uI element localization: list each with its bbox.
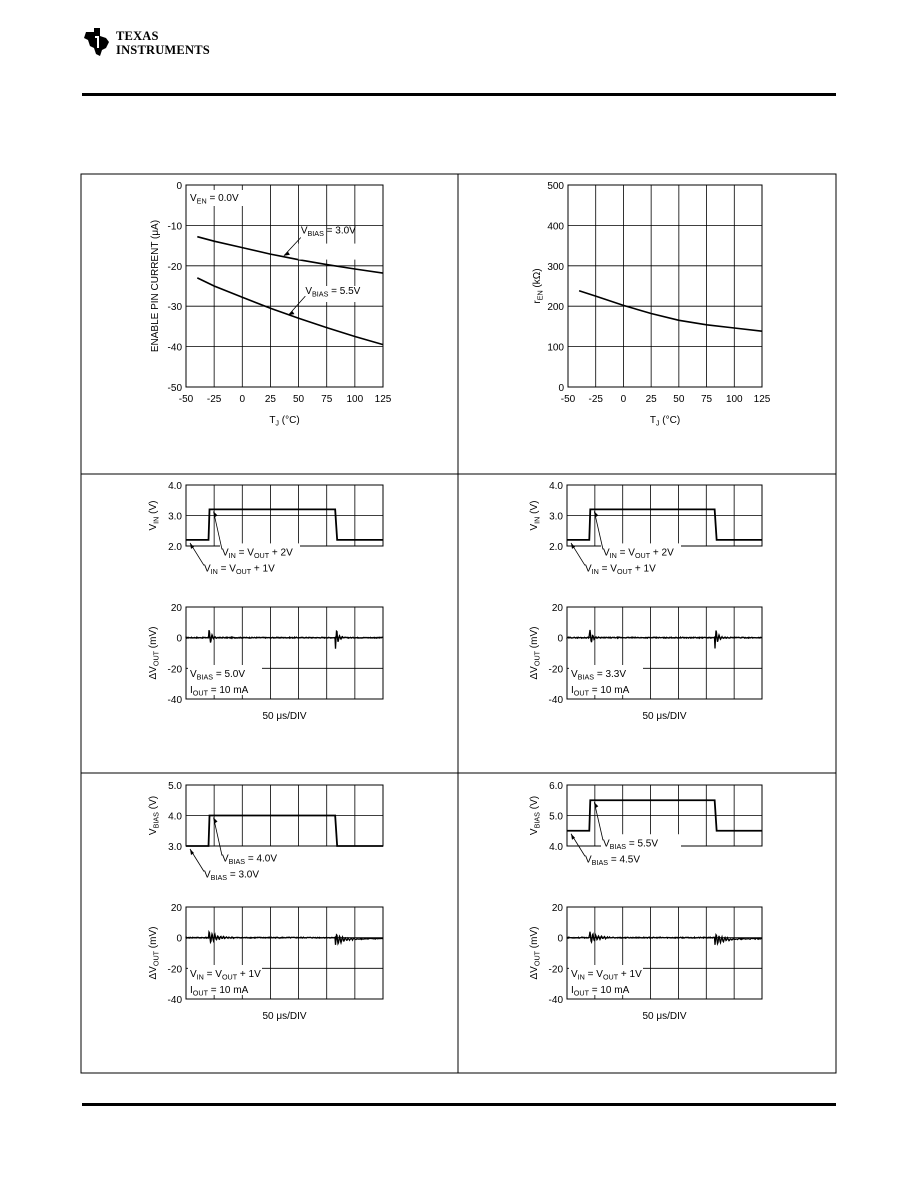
y-tick-label: 4.0 xyxy=(549,481,563,492)
x-tick-label: 0 xyxy=(620,394,627,405)
annotation-condition-1: $V_{BIAS} = 3.3V$ xyxy=(571,669,627,682)
y-tick-label: -20 xyxy=(548,664,563,676)
x-tick-label: 125 xyxy=(753,394,771,405)
annotation-leader xyxy=(288,296,305,315)
x-axis-label: 50 μs/DIV xyxy=(262,711,307,722)
x-tick-label: -50 xyxy=(178,394,194,405)
y-tick-label: 0 xyxy=(176,933,182,945)
annotation-low-level: $V_{IN} = V_{OUT} + 1V$ xyxy=(585,563,656,576)
y-tick-label: 4.0 xyxy=(168,811,182,823)
output-deviation-trace xyxy=(567,630,762,649)
annotation-condition-1: $V_{IN} = V_{OUT} + 1V$ xyxy=(190,969,261,982)
y-tick-label: -20 xyxy=(167,964,182,976)
y-axis-label: $r_{EN}$ (kΩ) xyxy=(532,268,545,304)
x-axis-label: 50 μs/DIV xyxy=(262,1011,307,1022)
annotation-high-level: $V_{BIAS} = 5.5V$ xyxy=(603,838,659,851)
top-y-axis-label: $V_{IN}$ (V) xyxy=(148,500,161,531)
line-transient-chart-vbias-5v xyxy=(148,481,383,722)
x-tick-label: 75 xyxy=(321,394,333,405)
y-tick-label: -40 xyxy=(167,695,182,706)
y-tick-label: -20 xyxy=(167,664,182,676)
y-tick-label: 3.0 xyxy=(549,511,563,523)
output-deviation-trace xyxy=(186,630,383,649)
y-tick-label: -10 xyxy=(167,221,182,233)
y-tick-label: 2.0 xyxy=(549,542,563,553)
annotation-condition-1: $V_{IN} = V_{OUT} + 1V$ xyxy=(571,969,642,982)
x-tick-label: -25 xyxy=(206,394,222,405)
annotation-low-level: $V_{BIAS} = 4.5V$ xyxy=(585,854,641,867)
bottom-y-axis-label: $\Delta V_{OUT}$ (mV) xyxy=(148,926,161,980)
bottom-y-axis-label: $\Delta V_{OUT}$ (mV) xyxy=(148,626,161,680)
enable-pin-current-chart xyxy=(150,181,392,428)
ren-resistance-chart xyxy=(532,181,771,428)
annotation-condition-2: $I_{OUT} = 10$ mA xyxy=(190,685,249,698)
x-tick-label: 50 xyxy=(293,394,305,405)
vbias-transient-chart-3v-4v xyxy=(148,781,383,1022)
top-y-axis-label: $V_{BIAS}$ (V) xyxy=(148,795,161,836)
annotation-high-level: $V_{BIAS} = 4.0V$ xyxy=(222,853,278,866)
y-tick-label: 6.0 xyxy=(549,781,563,792)
y-tick-label: 0 xyxy=(557,933,563,945)
annotation-condition-2: $I_{OUT} = 10$ mA xyxy=(571,685,630,698)
output-deviation-trace xyxy=(186,932,383,945)
annotation-low-level: $V_{BIAS} = 3.0V$ xyxy=(204,869,260,882)
x-tick-label: 100 xyxy=(346,394,364,405)
x-axis-label: 50 μs/DIV xyxy=(642,711,687,722)
y-tick-label: 20 xyxy=(170,903,182,914)
bottom-y-axis-label: $\Delta V_{OUT}$ (mV) xyxy=(529,926,542,980)
y-tick-label: 3.0 xyxy=(168,511,182,523)
x-tick-label: 25 xyxy=(264,394,276,405)
y-tick-label: 500 xyxy=(547,181,564,192)
y-axis-label: ENABLE PIN CURRENT (μA) xyxy=(150,219,161,353)
y-tick-label: 0 xyxy=(557,633,563,645)
plot-area xyxy=(568,185,762,387)
output-deviation-trace xyxy=(567,932,762,945)
logo-text-line1: TEXAS xyxy=(116,29,159,43)
y-tick-label: 20 xyxy=(551,903,563,914)
y-tick-label: 20 xyxy=(551,603,563,614)
x-tick-label: 0 xyxy=(239,394,246,405)
y-tick-label: -40 xyxy=(548,695,563,706)
annotation-high-level: $V_{IN} = V_{OUT} + 2V$ xyxy=(603,547,674,560)
y-tick-label: 2.0 xyxy=(168,542,182,553)
y-tick-label: -30 xyxy=(167,302,182,314)
y-tick-label: 200 xyxy=(547,302,564,314)
y-tick-label: 300 xyxy=(547,261,564,273)
y-tick-label: -40 xyxy=(167,342,182,354)
x-axis-label: $T_J$ (°C) xyxy=(269,415,300,428)
bottom-y-axis-label: $\Delta V_{OUT}$ (mV) xyxy=(529,626,542,680)
x-tick-label: 25 xyxy=(645,394,657,405)
footer-rule xyxy=(82,1103,836,1106)
y-tick-label: 0 xyxy=(176,181,182,192)
line-transient-chart-vbias-3v3 xyxy=(529,481,762,722)
annotation-condition-2: $I_{OUT} = 10$ mA xyxy=(190,985,249,998)
x-tick-label: 50 xyxy=(673,394,685,405)
vbias-transient-chart-4v5-5v5 xyxy=(529,781,762,1022)
y-tick-label: 5.0 xyxy=(168,781,182,792)
y-tick-label: 5.0 xyxy=(549,811,563,823)
annotation-condition-2: $I_{OUT} = 10$ mA xyxy=(571,985,630,998)
annotation-vbias-5v5: $V_{BIAS} = 5.5V$ xyxy=(305,286,361,299)
y-tick-label: 3.0 xyxy=(168,842,182,853)
y-tick-label: -50 xyxy=(167,383,182,394)
x-tick-label: 125 xyxy=(374,394,392,405)
y-tick-label: 100 xyxy=(547,342,564,354)
x-tick-label: 100 xyxy=(725,394,743,405)
annotation-ven: $V_{EN} = 0.0V$ xyxy=(190,193,239,206)
logo-text-line2: INSTRUMENTS xyxy=(116,43,210,57)
annotation-low-level: $V_{IN} = V_{OUT} + 1V$ xyxy=(204,563,275,576)
y-tick-label: -20 xyxy=(548,964,563,976)
annotation-high-level: $V_{IN} = V_{OUT} + 2V$ xyxy=(222,547,293,560)
x-axis-label: 50 μs/DIV xyxy=(642,1011,687,1022)
annotation-vbias-3v: $V_{BIAS} = 3.0V$ xyxy=(300,225,356,238)
y-tick-label: 4.0 xyxy=(549,842,563,853)
y-tick-label: 20 xyxy=(170,603,182,614)
y-tick-label: 4.0 xyxy=(168,481,182,492)
x-axis-label: $T_J$ (°C) xyxy=(649,415,681,428)
x-tick-label: -50 xyxy=(560,394,576,405)
y-tick-label: 400 xyxy=(547,221,564,233)
x-tick-label: 75 xyxy=(701,394,713,405)
y-tick-label: -20 xyxy=(167,261,182,273)
y-tick-label: 0 xyxy=(558,383,564,394)
x-tick-label: -25 xyxy=(588,394,603,405)
y-tick-label: 0 xyxy=(176,633,182,645)
top-y-axis-label: $V_{IN}$ (V) xyxy=(529,500,542,531)
annotation-condition-1: $V_{BIAS} = 5.0V$ xyxy=(190,669,246,682)
y-tick-label: -40 xyxy=(548,995,563,1006)
y-tick-label: -40 xyxy=(167,995,182,1006)
top-y-axis-label: $V_{BIAS}$ (V) xyxy=(529,795,542,836)
annotation-bg xyxy=(299,244,367,260)
